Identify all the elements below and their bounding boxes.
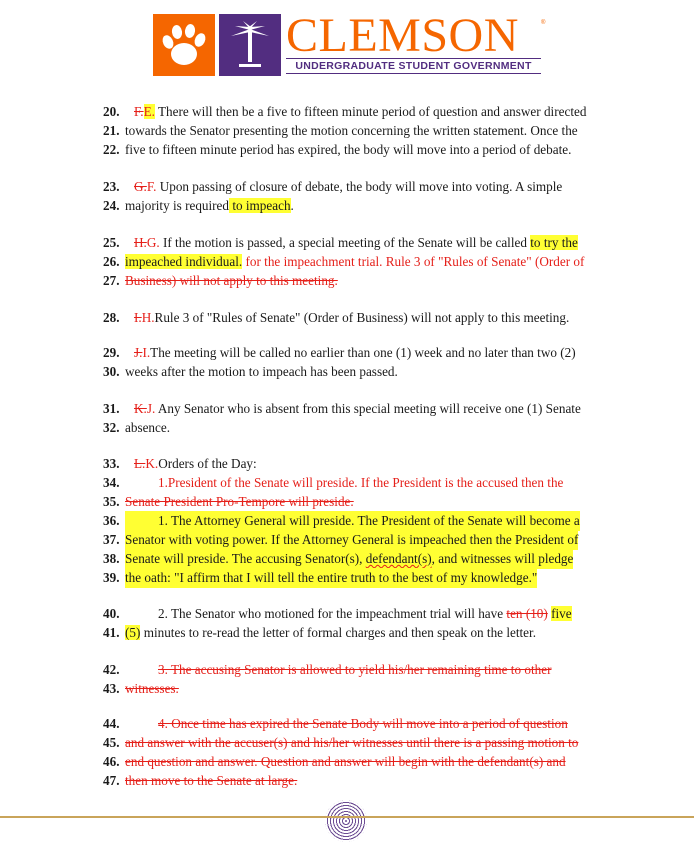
line-text: J.I.The meeting will be called no earlier than one (1) week and no later than two (2) (134, 345, 576, 360)
line-text: end question and answer. Question and answer will begin with the defendant(s) and (125, 754, 566, 769)
line-number: 23. (103, 179, 120, 194)
line-number: 27. (103, 273, 120, 288)
line-text: 1. The Attorney General will preside. The President of the Senate will become a (125, 511, 580, 531)
line-number: 42. (103, 662, 120, 677)
line-number: 21. (103, 123, 120, 138)
line-text: the oath: "I affirm that I will tell the entire truth to the best of my knowledge." (125, 568, 537, 588)
line-text: L.K.Orders of the Day: (134, 456, 257, 471)
line-number: 26. (103, 254, 120, 269)
line-number: 25. (103, 235, 120, 250)
line-text: impeached individual. for the impeachment trial. Rule 3 of "Rules of Senate" (Order of (125, 254, 585, 269)
line-number: 40. (103, 606, 120, 621)
line-number: 38. (103, 551, 120, 566)
line-text: Senate will preside. The accusing Senator(s), defendant(s), and witnesses will pledge (125, 549, 573, 569)
line-number: 41. (103, 625, 120, 640)
line-text: F.E. There will then be a five to fifteen minute period of question and answer directed (134, 104, 587, 119)
line-number: 20. (103, 104, 120, 119)
clemson-usg-logo (153, 9, 546, 76)
line-number: 29. (103, 345, 120, 360)
line-number: 35. (103, 494, 120, 509)
line-number: 32. (103, 420, 120, 435)
line-text: Business) will not apply to this meeting. (125, 273, 338, 288)
line-number: 45. (103, 735, 120, 750)
line-text: 2. The Senator who motioned for the impeachment trial will have ten (10) five (158, 606, 572, 621)
trademark-symbol: ® (541, 20, 546, 26)
line-text: Senate President Pro-Tempore will preside. (125, 494, 354, 509)
seal-icon (325, 800, 367, 842)
line-number: 28. (103, 310, 120, 325)
line-number: 30. (103, 364, 120, 379)
line-text: I.H.Rule 3 of "Rules of Senate" (Order of Business) will not apply to this meeting. (134, 310, 570, 325)
line-number: 31. (103, 401, 120, 416)
tiger-paw-icon (153, 14, 215, 76)
clemson-wordmark: CLEMSON (286, 9, 519, 62)
line-text: and answer with the accuser(s) and his/her witnesses until there is a passing motion to (125, 735, 579, 750)
line-number: 47. (103, 773, 120, 788)
line-number: 34. (103, 475, 120, 490)
line-text: 1.President of the Senate will preside. If the President is the accused then the (158, 475, 564, 490)
line-text: weeks after the motion to impeach has been passed. (125, 364, 398, 379)
line-number: 36. (103, 513, 120, 528)
palmetto-tree-icon (219, 14, 281, 76)
line-text: 3. The accusing Senator is allowed to yield his/her remaining time to other (158, 662, 552, 677)
line-number: 43. (103, 681, 120, 696)
line-text: H.G. If the motion is passed, a special meeting of the Senate will be called to try the (134, 235, 578, 250)
line-text: five to fifteen minute period has expired, the body will move into a period of debate. (125, 142, 572, 157)
subtitle: UNDERGRADUATE STUDENT GOVERNMENT (295, 60, 532, 72)
line-number: 33. (103, 456, 120, 471)
line-text: Senator with voting power. If the Attorney General is impeached then the President of (125, 530, 578, 550)
line-text: (5) minutes to re-read the letter of formal charges and then speak on the letter. (125, 625, 536, 640)
line-number: 46. (103, 754, 120, 769)
line-number: 44. (103, 716, 120, 731)
line-text: G.F. Upon passing of closure of debate, the body will move into voting. A simple (134, 179, 563, 194)
line-text: K.J. Any Senator who is absent from this special meeting will receive one (1) Senate (134, 401, 581, 416)
line-number: 39. (103, 570, 120, 585)
line-text: towards the Senator presenting the motion concerning the written statement. Once the (125, 123, 578, 138)
line-text: witnesses. (125, 681, 179, 696)
line-number: 37. (103, 532, 120, 547)
line-number: 22. (103, 142, 120, 157)
line-number: 24. (103, 198, 120, 213)
line-text: then move to the Senate at large. (125, 773, 298, 788)
line-text: absence. (125, 420, 171, 435)
line-text: 4. Once time has expired the Senate Body will move into a period of question (158, 716, 568, 731)
line-text: majority is required to impeach. (125, 198, 294, 213)
